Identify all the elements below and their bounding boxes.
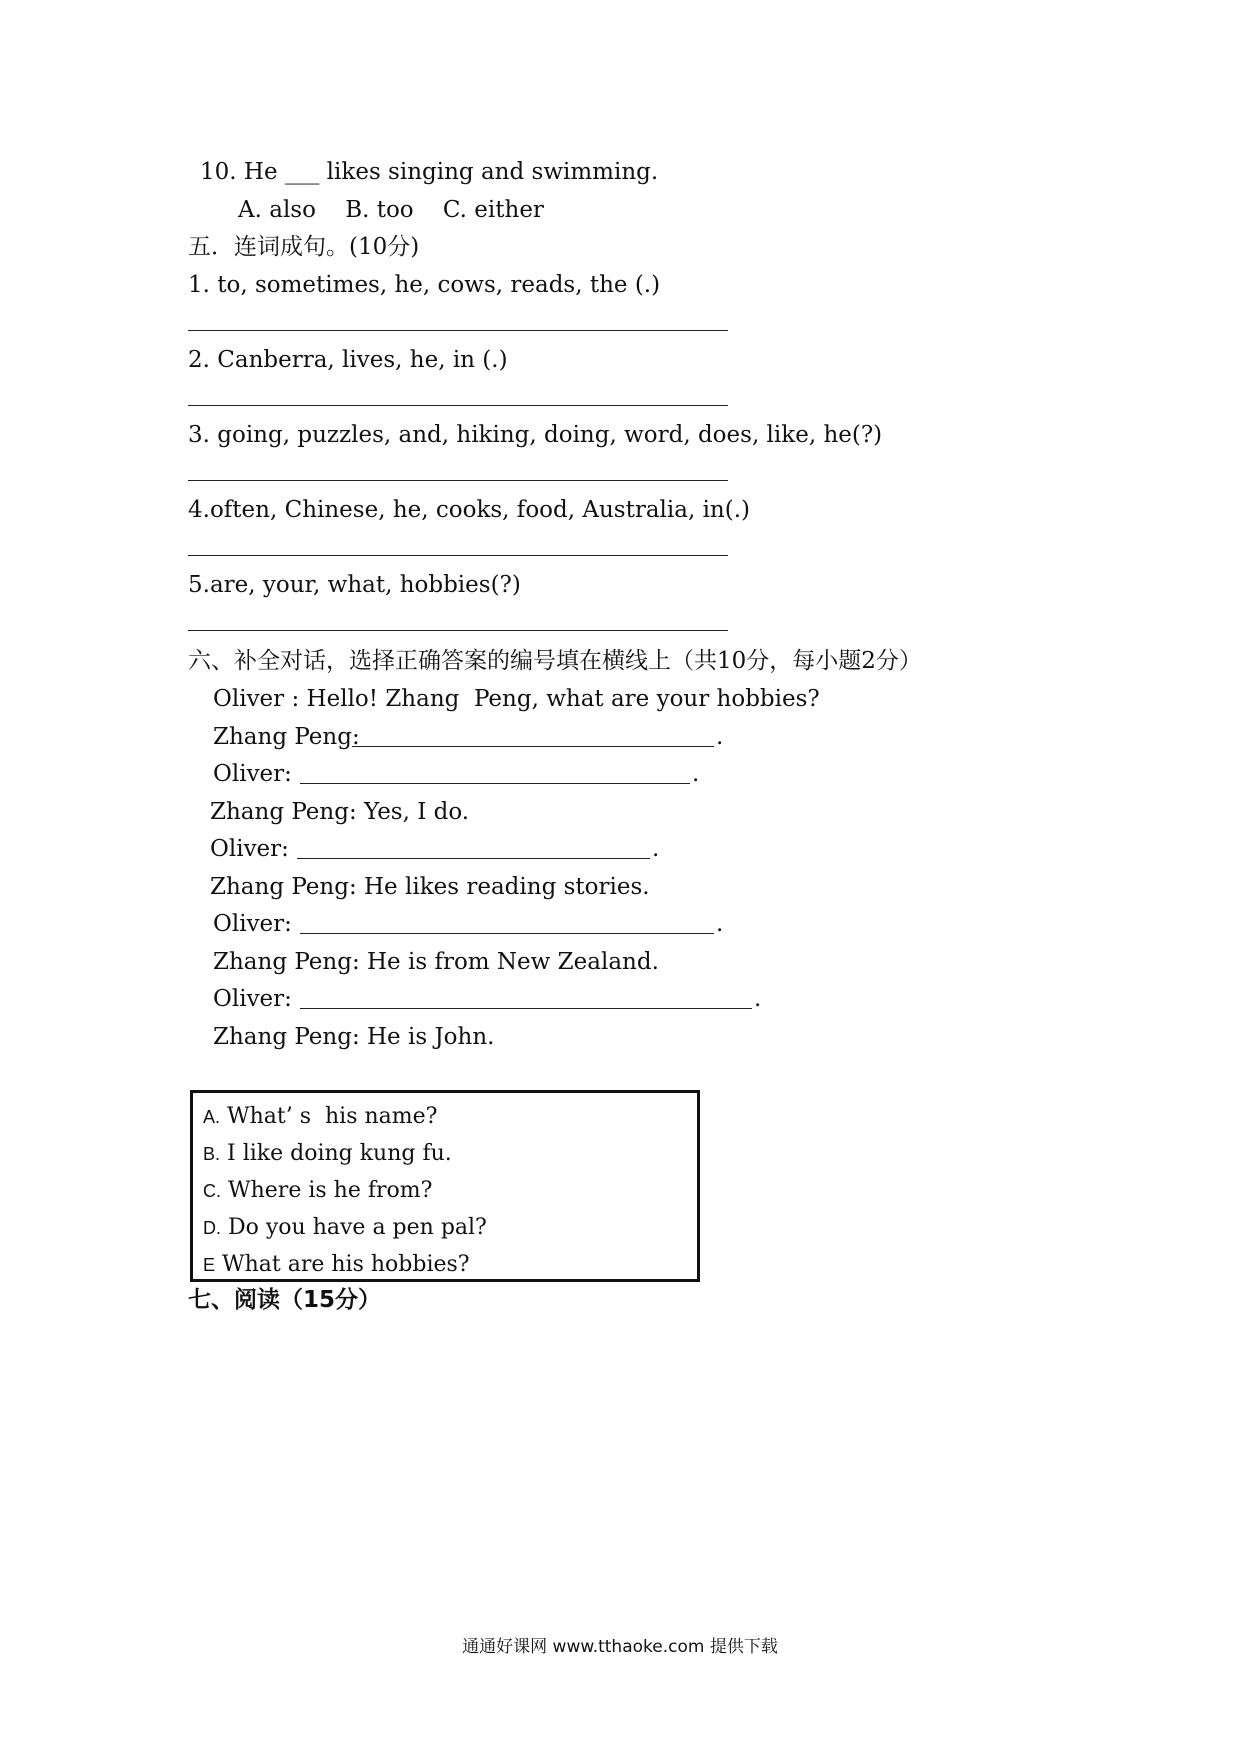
dialogue-period: . [652, 836, 660, 862]
answer-line-5[interactable] [188, 630, 728, 631]
section-5-item-4: 4.often, Chinese, he, cooks, food, Australia, in(.) [188, 497, 751, 523]
section-5-title: 五．连词成句。(10分) [188, 234, 420, 260]
choice-d [203, 1214, 487, 1242]
dialogue-blank-3[interactable] [297, 858, 650, 859]
question-10-options: A. also B. too C. either [238, 197, 544, 223]
choice-text: What are his hobbies? [222, 1252, 470, 1277]
choice-a [203, 1103, 437, 1131]
answer-line-1[interactable] [188, 330, 728, 331]
choice-text: What’ s his name? [227, 1104, 438, 1129]
answer-line-2[interactable] [188, 405, 728, 406]
answer-line-4[interactable] [188, 555, 728, 556]
dialogue-period: . [716, 724, 724, 750]
choice-letter: E [203, 1255, 216, 1275]
dialogue-period: . [716, 911, 724, 937]
dialogue-line-6: Zhang Peng: He likes reading stories. [210, 874, 650, 900]
section-5-item-3: 3. going, puzzles, and, hiking, doing, word, does, like, he(?) [188, 422, 883, 448]
dialogue-blank-4[interactable] [300, 933, 714, 934]
section-5-item-5: 5.are, your, what, hobbies(?) [188, 572, 521, 598]
choice-letter: D. [203, 1218, 221, 1238]
dialogue-line-1: Oliver : Hello! Zhang Peng, what are your hobbies? [213, 686, 820, 712]
dialogue-line-2: Zhang Peng: [213, 724, 360, 750]
dialogue-line-4: Zhang Peng: Yes, I do. [210, 799, 470, 825]
choice-letter: A. [203, 1107, 221, 1127]
dialogue-line-7: Oliver: [213, 911, 292, 937]
section-6-title: 六、补全对话，选择正确答案的编号填在横线上（共10分，每小题2分） [188, 648, 922, 674]
dialogue-line-5: Oliver: [210, 836, 289, 862]
dialogue-blank-5[interactable] [300, 1008, 752, 1009]
dialogue-blank-1[interactable] [352, 746, 714, 747]
choice-b [203, 1140, 452, 1168]
section-5-item-1: 1. to, sometimes, he, cows, reads, the (.) [188, 272, 661, 298]
choice-text: Do you have a pen pal? [228, 1215, 487, 1240]
dialogue-line-9: Oliver: [213, 986, 292, 1012]
choice-letter: C. [203, 1181, 221, 1201]
answer-choices-box [190, 1090, 700, 1282]
section-7-title: 七、阅读（15分） [188, 1287, 382, 1313]
choice-text: Where is he from? [228, 1178, 433, 1203]
dialogue-period: . [692, 761, 700, 787]
page-footer: 通通好课网 www.tthaoke.com 提供下载 [462, 1637, 778, 1657]
choice-text: I like doing kung fu. [227, 1141, 452, 1166]
dialogue-blank-2[interactable] [300, 783, 690, 784]
section-5-item-2: 2. Canberra, lives, he, in (.) [188, 347, 508, 373]
question-10-stem: 10. He ___ likes singing and swimming. [200, 159, 659, 185]
choice-c [203, 1177, 432, 1205]
dialogue-line-3: Oliver: [213, 761, 292, 787]
dialogue-line-10: Zhang Peng: He is John. [213, 1024, 495, 1050]
dialogue-line-8: Zhang Peng: He is from New Zealand. [213, 949, 659, 975]
choice-letter: B. [203, 1144, 221, 1164]
answer-line-3[interactable] [188, 480, 728, 481]
choice-e [203, 1251, 470, 1279]
dialogue-period: . [754, 986, 762, 1012]
